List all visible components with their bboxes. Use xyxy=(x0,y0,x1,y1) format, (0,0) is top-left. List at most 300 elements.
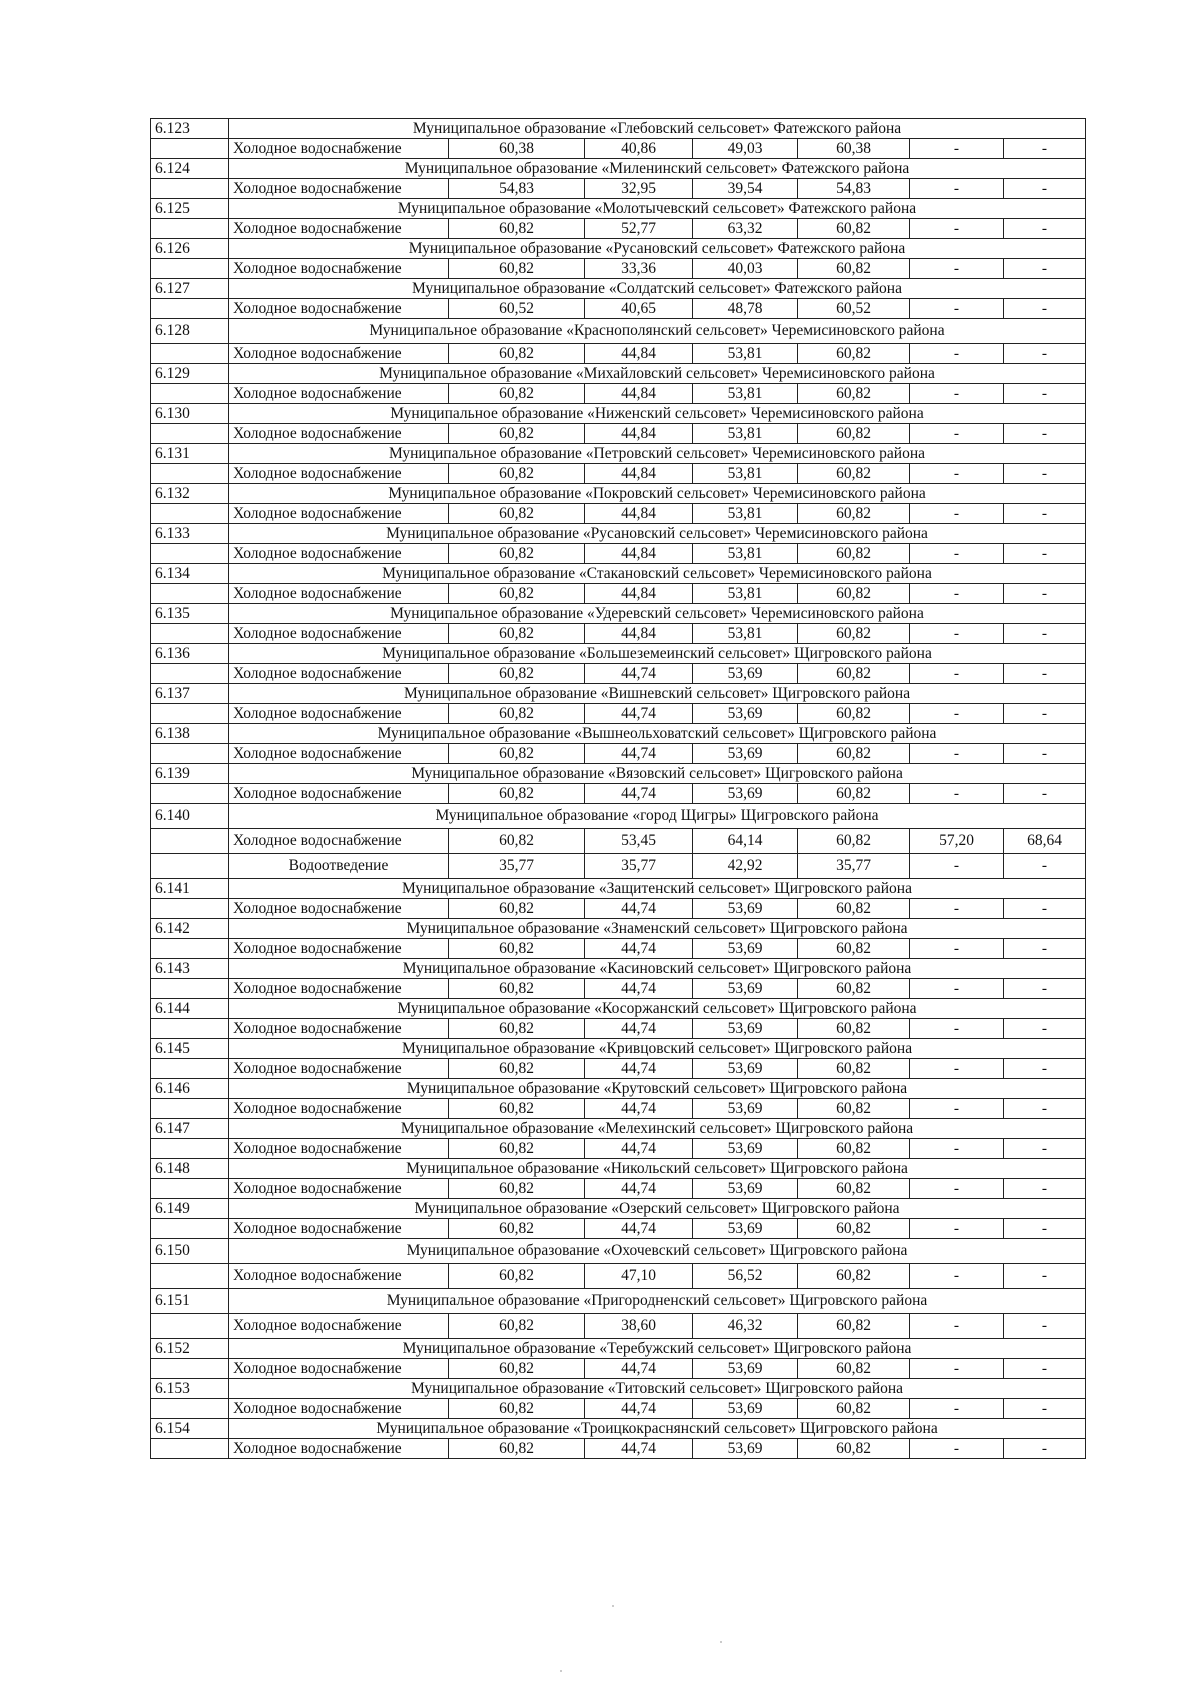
municipality-name: Муниципальное образование «Троицкокраснянский сельсовет» Щигровского района xyxy=(229,1419,1086,1439)
row-number-blank xyxy=(151,259,229,279)
tariff-value: - xyxy=(1004,1314,1086,1339)
tariff-value: 60,82 xyxy=(449,1439,585,1459)
service-name: Холодное водоснабжение xyxy=(229,1019,449,1039)
service-name: Холодное водоснабжение xyxy=(229,344,449,364)
tariff-value: - xyxy=(1004,704,1086,724)
service-row xyxy=(151,1314,1086,1339)
tariff-value: - xyxy=(910,784,1004,804)
service-name: Холодное водоснабжение xyxy=(229,259,449,279)
tariff-value: 60,82 xyxy=(798,1399,910,1419)
municipality-name: Муниципальное образование «Охочевский сельсовет» Щигровского района xyxy=(229,1239,1086,1264)
tariff-value: - xyxy=(910,1359,1004,1379)
tariff-value: 60,82 xyxy=(798,1439,910,1459)
tariff-value: - xyxy=(910,1019,1004,1039)
service-row xyxy=(151,1179,1086,1199)
tariff-table xyxy=(150,118,1086,1459)
tariff-value: 60,82 xyxy=(449,259,585,279)
service-row xyxy=(151,899,1086,919)
row-number-blank xyxy=(151,829,229,854)
row-number-blank xyxy=(151,854,229,879)
tariff-value: 63,32 xyxy=(693,219,798,239)
tariff-value: - xyxy=(1004,259,1086,279)
tariff-value: 44,74 xyxy=(585,664,693,684)
service-name: Холодное водоснабжение xyxy=(229,544,449,564)
tariff-value: 60,82 xyxy=(449,1264,585,1289)
tariff-value: - xyxy=(1004,1359,1086,1379)
tariff-value: 47,10 xyxy=(585,1264,693,1289)
tariff-value: - xyxy=(910,899,1004,919)
tariff-value: - xyxy=(910,1314,1004,1339)
tariff-value: 60,82 xyxy=(798,544,910,564)
tariff-value: - xyxy=(910,664,1004,684)
tariff-value: 35,77 xyxy=(449,854,585,879)
tariff-value: 44,74 xyxy=(585,1019,693,1039)
row-number-blank xyxy=(151,939,229,959)
tariff-value: 44,84 xyxy=(585,504,693,524)
service-name: Холодное водоснабжение xyxy=(229,1059,449,1079)
tariff-value: 60,82 xyxy=(449,504,585,524)
service-name: Холодное водоснабжение xyxy=(229,899,449,919)
tariff-value: - xyxy=(910,1439,1004,1459)
municipality-name: Муниципальное образование «Миленинский сельсовет» Фатежского района xyxy=(229,159,1086,179)
municipality-header-row xyxy=(151,119,1086,139)
service-row xyxy=(151,1359,1086,1379)
tariff-value: 53,69 xyxy=(693,704,798,724)
row-number-blank xyxy=(151,219,229,239)
service-row xyxy=(151,624,1086,644)
tariff-value: 60,82 xyxy=(798,1359,910,1379)
tariff-value: 53,69 xyxy=(693,1359,798,1379)
row-number-blank xyxy=(151,624,229,644)
service-row xyxy=(151,299,1086,319)
tariff-value: 53,81 xyxy=(693,584,798,604)
tariff-value: - xyxy=(910,139,1004,159)
row-number-blank xyxy=(151,1399,229,1419)
municipality-header-row xyxy=(151,764,1086,784)
row-number: 6.129 xyxy=(151,364,229,384)
row-number-blank xyxy=(151,979,229,999)
service-name: Холодное водоснабжение xyxy=(229,1099,449,1119)
tariff-value: - xyxy=(910,624,1004,644)
municipality-name: Муниципальное образование «Петровский сельсовет» Черемисиновского района xyxy=(229,444,1086,464)
tariff-value: 60,82 xyxy=(449,544,585,564)
service-row xyxy=(151,504,1086,524)
tariff-value: - xyxy=(1004,219,1086,239)
tariff-value: - xyxy=(910,979,1004,999)
row-number: 6.128 xyxy=(151,319,229,344)
tariff-value: 60,82 xyxy=(449,899,585,919)
municipality-header-row xyxy=(151,564,1086,584)
row-number-blank xyxy=(151,1019,229,1039)
service-row xyxy=(151,1099,1086,1119)
tariff-value: - xyxy=(1004,464,1086,484)
row-number: 6.154 xyxy=(151,1419,229,1439)
tariff-value: - xyxy=(1004,979,1086,999)
municipality-name: Муниципальное образование «Никольский сельсовет» Щигровского района xyxy=(229,1159,1086,1179)
tariff-value: 60,82 xyxy=(798,664,910,684)
row-number-blank xyxy=(151,1219,229,1239)
row-number: 6.126 xyxy=(151,239,229,259)
service-row xyxy=(151,784,1086,804)
row-number-blank xyxy=(151,179,229,199)
service-name: Холодное водоснабжение xyxy=(229,744,449,764)
row-number: 6.130 xyxy=(151,404,229,424)
row-number: 6.138 xyxy=(151,724,229,744)
municipality-name: Муниципальное образование «Глебовский сельсовет» Фатежского района xyxy=(229,119,1086,139)
municipality-header-row xyxy=(151,239,1086,259)
tariff-value: 60,82 xyxy=(449,704,585,724)
municipality-header-row xyxy=(151,1199,1086,1219)
service-name: Холодное водоснабжение xyxy=(229,219,449,239)
municipality-name: Муниципальное образование «Защитенский сельсовет» Щигровского района xyxy=(229,879,1086,899)
tariff-value: 60,82 xyxy=(798,704,910,724)
tariff-value: 64,14 xyxy=(693,829,798,854)
tariff-value: - xyxy=(910,299,1004,319)
municipality-header-row xyxy=(151,1159,1086,1179)
service-name: Холодное водоснабжение xyxy=(229,179,449,199)
tariff-value: 60,82 xyxy=(798,504,910,524)
service-row xyxy=(151,744,1086,764)
municipality-name: Муниципальное образование «Знаменский сельсовет» Щигровского района xyxy=(229,919,1086,939)
tariff-value: 60,82 xyxy=(798,259,910,279)
tariff-value: - xyxy=(1004,664,1086,684)
row-number: 6.153 xyxy=(151,1379,229,1399)
service-row xyxy=(151,1139,1086,1159)
tariff-value: 60,82 xyxy=(798,219,910,239)
tariff-value: - xyxy=(1004,854,1086,879)
tariff-value: 53,69 xyxy=(693,1399,798,1419)
tariff-value: 38,60 xyxy=(585,1314,693,1339)
service-name: Холодное водоснабжение xyxy=(229,384,449,404)
tariff-value: 60,82 xyxy=(798,424,910,444)
tariff-value: 44,74 xyxy=(585,1439,693,1459)
municipality-name: Муниципальное образование «Русановский сельсовет» Черемисиновского района xyxy=(229,524,1086,544)
municipality-name: Муниципальное образование «город Щигры» Щигровского района xyxy=(229,804,1086,829)
row-number-blank xyxy=(151,139,229,159)
tariff-value: 44,74 xyxy=(585,979,693,999)
tariff-value: - xyxy=(910,584,1004,604)
service-name: Холодное водоснабжение xyxy=(229,424,449,444)
municipality-name: Муниципальное образование «Кривцовский сельсовет» Щигровского района xyxy=(229,1039,1086,1059)
tariff-value: 60,82 xyxy=(798,1059,910,1079)
tariff-value: - xyxy=(1004,139,1086,159)
service-row xyxy=(151,1399,1086,1419)
tariff-value: 60,82 xyxy=(798,744,910,764)
tariff-value: 53,69 xyxy=(693,1059,798,1079)
tariff-value: - xyxy=(1004,744,1086,764)
tariff-value: - xyxy=(910,1139,1004,1159)
tariff-value: 52,77 xyxy=(585,219,693,239)
tariff-value: - xyxy=(1004,1059,1086,1079)
tariff-value: - xyxy=(1004,1399,1086,1419)
service-name: Холодное водоснабжение xyxy=(229,784,449,804)
tariff-value: - xyxy=(910,1399,1004,1419)
tariff-value: - xyxy=(1004,424,1086,444)
tariff-value: 60,82 xyxy=(798,829,910,854)
municipality-name: Муниципальное образование «Озерский сельсовет» Щигровского района xyxy=(229,1199,1086,1219)
municipality-name: Муниципальное образование «Вишневский сельсовет» Щигровского района xyxy=(229,684,1086,704)
tariff-value: 60,82 xyxy=(449,939,585,959)
municipality-name: Муниципальное образование «Ниженский сельсовет» Черемисиновского района xyxy=(229,404,1086,424)
tariff-value: - xyxy=(910,744,1004,764)
tariff-value: 60,82 xyxy=(798,384,910,404)
tariff-value: 44,74 xyxy=(585,1399,693,1419)
row-number: 6.127 xyxy=(151,279,229,299)
municipality-header-row xyxy=(151,724,1086,744)
row-number-blank xyxy=(151,784,229,804)
service-row xyxy=(151,1059,1086,1079)
tariff-value: 60,82 xyxy=(449,344,585,364)
tariff-value: 60,82 xyxy=(798,939,910,959)
row-number: 6.143 xyxy=(151,959,229,979)
tariff-value: 42,92 xyxy=(693,854,798,879)
tariff-table-body xyxy=(151,119,1086,1459)
row-number: 6.150 xyxy=(151,1239,229,1264)
tariff-value: 60,82 xyxy=(449,424,585,444)
tariff-value: - xyxy=(910,464,1004,484)
row-number: 6.151 xyxy=(151,1289,229,1314)
service-row xyxy=(151,1019,1086,1039)
row-number-blank xyxy=(151,1139,229,1159)
row-number-blank xyxy=(151,664,229,684)
tariff-value: - xyxy=(1004,1264,1086,1289)
tariff-value: - xyxy=(1004,1219,1086,1239)
tariff-value: 60,82 xyxy=(798,1314,910,1339)
tariff-value: - xyxy=(910,1099,1004,1119)
tariff-value: 53,69 xyxy=(693,939,798,959)
tariff-value: 68,64 xyxy=(1004,829,1086,854)
row-number: 6.142 xyxy=(151,919,229,939)
service-row xyxy=(151,259,1086,279)
row-number-blank xyxy=(151,299,229,319)
tariff-value: 60,82 xyxy=(449,219,585,239)
tariff-value: - xyxy=(1004,624,1086,644)
tariff-value: 53,69 xyxy=(693,1439,798,1459)
service-row xyxy=(151,829,1086,854)
tariff-value: 60,82 xyxy=(798,584,910,604)
tariff-value: 60,82 xyxy=(798,1139,910,1159)
tariff-value: 44,84 xyxy=(585,584,693,604)
tariff-value: 54,83 xyxy=(449,179,585,199)
municipality-header-row xyxy=(151,444,1086,464)
service-name: Холодное водоснабжение xyxy=(229,1219,449,1239)
row-number: 6.136 xyxy=(151,644,229,664)
municipality-name: Муниципальное образование «Мелехинский сельсовет» Щигровского района xyxy=(229,1119,1086,1139)
tariff-value: 53,69 xyxy=(693,1179,798,1199)
service-row xyxy=(151,979,1086,999)
tariff-value: - xyxy=(1004,1099,1086,1119)
service-row xyxy=(151,544,1086,564)
service-name: Холодное водоснабжение xyxy=(229,584,449,604)
tariff-value: 60,52 xyxy=(798,299,910,319)
service-name: Холодное водоснабжение xyxy=(229,1264,449,1289)
row-number-blank xyxy=(151,1264,229,1289)
municipality-header-row xyxy=(151,919,1086,939)
tariff-value: 40,86 xyxy=(585,139,693,159)
tariff-value: 54,83 xyxy=(798,179,910,199)
tariff-value: 60,82 xyxy=(798,1099,910,1119)
municipality-header-row xyxy=(151,319,1086,344)
tariff-value: 44,74 xyxy=(585,744,693,764)
service-row xyxy=(151,219,1086,239)
row-number-blank xyxy=(151,344,229,364)
service-name: Холодное водоснабжение xyxy=(229,299,449,319)
tariff-value: 53,69 xyxy=(693,1139,798,1159)
tariff-value: 46,32 xyxy=(693,1314,798,1339)
tariff-value: 53,81 xyxy=(693,384,798,404)
tariff-value: 44,74 xyxy=(585,899,693,919)
row-number: 6.135 xyxy=(151,604,229,624)
tariff-value: 60,82 xyxy=(449,744,585,764)
tariff-value: 44,84 xyxy=(585,544,693,564)
row-number: 6.124 xyxy=(151,159,229,179)
tariff-value: 60,82 xyxy=(798,1179,910,1199)
tariff-value: 57,20 xyxy=(910,829,1004,854)
row-number-blank xyxy=(151,1059,229,1079)
service-row xyxy=(151,664,1086,684)
tariff-value: - xyxy=(910,424,1004,444)
tariff-value: 60,82 xyxy=(798,1219,910,1239)
municipality-header-row xyxy=(151,404,1086,424)
tariff-value: 53,69 xyxy=(693,664,798,684)
service-row xyxy=(151,344,1086,364)
tariff-value: 53,69 xyxy=(693,979,798,999)
service-row xyxy=(151,424,1086,444)
municipality-header-row xyxy=(151,804,1086,829)
tariff-value: 60,82 xyxy=(449,464,585,484)
tariff-value: 60,82 xyxy=(449,664,585,684)
municipality-header-row xyxy=(151,1079,1086,1099)
service-name: Холодное водоснабжение xyxy=(229,624,449,644)
tariff-value: 60,82 xyxy=(798,1019,910,1039)
service-name: Холодное водоснабжение xyxy=(229,1179,449,1199)
tariff-value: 60,82 xyxy=(449,1314,585,1339)
municipality-header-row xyxy=(151,644,1086,664)
service-name: Холодное водоснабжение xyxy=(229,504,449,524)
tariff-value: - xyxy=(1004,584,1086,604)
row-number: 6.148 xyxy=(151,1159,229,1179)
service-name: Холодное водоснабжение xyxy=(229,464,449,484)
row-number: 6.141 xyxy=(151,879,229,899)
tariff-value: - xyxy=(1004,784,1086,804)
tariff-value: 60,82 xyxy=(798,464,910,484)
municipality-name: Муниципальное образование «Солдатский сельсовет» Фатежского района xyxy=(229,279,1086,299)
service-row xyxy=(151,584,1086,604)
tariff-value: 53,69 xyxy=(693,899,798,919)
row-number-blank xyxy=(151,384,229,404)
service-row xyxy=(151,179,1086,199)
scan-speck xyxy=(612,1605,614,1607)
row-number-blank xyxy=(151,584,229,604)
tariff-value: - xyxy=(1004,179,1086,199)
tariff-value: - xyxy=(910,854,1004,879)
row-number: 6.149 xyxy=(151,1199,229,1219)
row-number: 6.144 xyxy=(151,999,229,1019)
tariff-value: 44,74 xyxy=(585,1179,693,1199)
row-number-blank xyxy=(151,899,229,919)
row-number-blank xyxy=(151,464,229,484)
tariff-value: 60,38 xyxy=(449,139,585,159)
municipality-header-row xyxy=(151,484,1086,504)
tariff-value: - xyxy=(910,179,1004,199)
municipality-header-row xyxy=(151,524,1086,544)
municipality-header-row xyxy=(151,959,1086,979)
tariff-value: 44,74 xyxy=(585,704,693,724)
municipality-header-row xyxy=(151,1339,1086,1359)
service-row xyxy=(151,1219,1086,1239)
tariff-value: 53,69 xyxy=(693,784,798,804)
row-number-blank xyxy=(151,704,229,724)
row-number: 6.146 xyxy=(151,1079,229,1099)
row-number-blank xyxy=(151,1439,229,1459)
tariff-value: 60,82 xyxy=(449,1019,585,1039)
municipality-name: Муниципальное образование «Стакановский сельсовет» Черемисиновского района xyxy=(229,564,1086,584)
municipality-header-row xyxy=(151,159,1086,179)
municipality-header-row xyxy=(151,1039,1086,1059)
tariff-value: 60,82 xyxy=(798,899,910,919)
tariff-value: - xyxy=(910,219,1004,239)
row-number-blank xyxy=(151,424,229,444)
tariff-value: - xyxy=(1004,544,1086,564)
municipality-name: Муниципальное образование «Удеревский сельсовет» Черемисиновского района xyxy=(229,604,1086,624)
scan-speck xyxy=(720,1641,722,1643)
tariff-value: 44,74 xyxy=(585,784,693,804)
tariff-value: 60,82 xyxy=(449,584,585,604)
tariff-value: 48,78 xyxy=(693,299,798,319)
service-row xyxy=(151,1264,1086,1289)
municipality-header-row xyxy=(151,199,1086,219)
tariff-value: 60,82 xyxy=(449,1219,585,1239)
tariff-value: - xyxy=(1004,384,1086,404)
service-name: Холодное водоснабжение xyxy=(229,1314,449,1339)
tariff-value: - xyxy=(1004,1439,1086,1459)
municipality-header-row xyxy=(151,364,1086,384)
tariff-value: 60,82 xyxy=(449,384,585,404)
row-number-blank xyxy=(151,544,229,564)
service-name: Холодное водоснабжение xyxy=(229,979,449,999)
row-number-blank xyxy=(151,504,229,524)
municipality-name: Муниципальное образование «Вышнеольховатский сельсовет» Щигровского района xyxy=(229,724,1086,744)
tariff-value: 60,82 xyxy=(798,624,910,644)
tariff-value: 60,52 xyxy=(449,299,585,319)
tariff-value: 60,82 xyxy=(798,344,910,364)
tariff-value: 40,65 xyxy=(585,299,693,319)
municipality-name: Муниципальное образование «Титовский сельсовет» Щигровского района xyxy=(229,1379,1086,1399)
row-number-blank xyxy=(151,744,229,764)
tariff-value: 60,82 xyxy=(449,1179,585,1199)
row-number: 6.131 xyxy=(151,444,229,464)
tariff-value: 53,69 xyxy=(693,1099,798,1119)
tariff-value: 53,69 xyxy=(693,1219,798,1239)
municipality-header-row xyxy=(151,684,1086,704)
tariff-value: - xyxy=(910,1264,1004,1289)
tariff-value: 60,82 xyxy=(798,1264,910,1289)
service-name: Холодное водоснабжение xyxy=(229,1439,449,1459)
row-number: 6.140 xyxy=(151,804,229,829)
tariff-value: - xyxy=(910,704,1004,724)
row-number: 6.147 xyxy=(151,1119,229,1139)
tariff-value: - xyxy=(910,504,1004,524)
tariff-value: 60,82 xyxy=(449,1059,585,1079)
tariff-value: 60,82 xyxy=(798,784,910,804)
tariff-value: - xyxy=(1004,939,1086,959)
tariff-value: 60,82 xyxy=(798,979,910,999)
row-number: 6.145 xyxy=(151,1039,229,1059)
tariff-value: 44,74 xyxy=(585,1139,693,1159)
row-number: 6.123 xyxy=(151,119,229,139)
row-number: 6.133 xyxy=(151,524,229,544)
tariff-value: - xyxy=(910,1059,1004,1079)
